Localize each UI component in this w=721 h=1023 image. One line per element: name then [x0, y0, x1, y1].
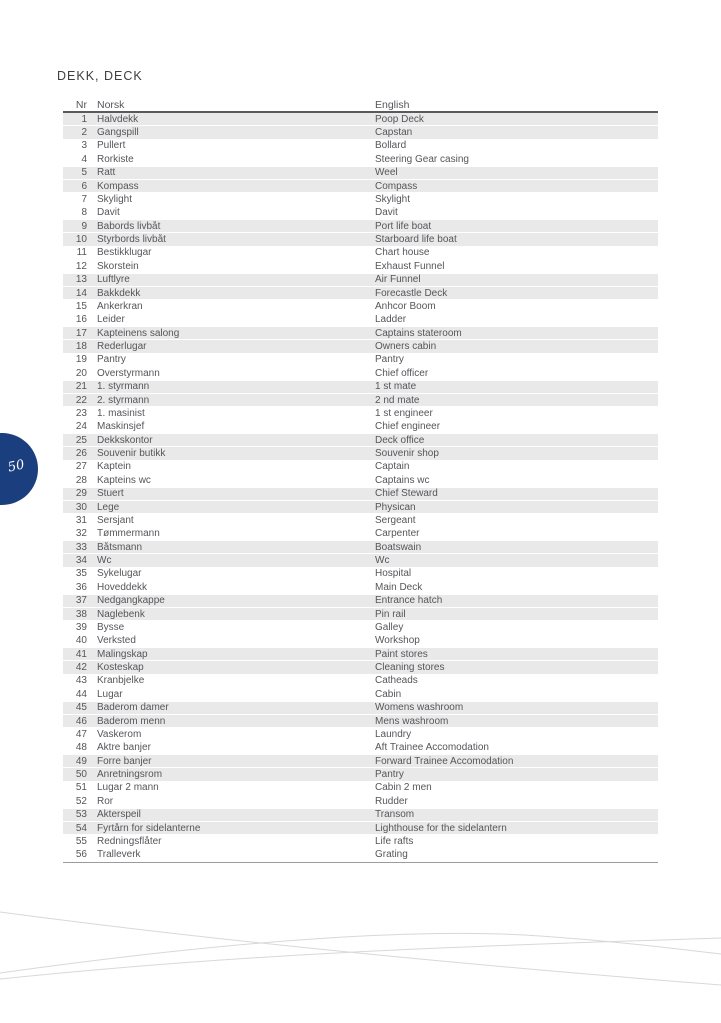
row-number: 18 [75, 341, 87, 353]
row-number: 7 [81, 193, 87, 205]
norsk-term: Kaptein [97, 461, 131, 473]
english-term: Starboard life boat [375, 234, 457, 246]
english-term: Captain [375, 461, 410, 473]
english-term: Skylight [375, 193, 411, 205]
norsk-term: Wc [97, 555, 112, 567]
row-number: 56 [75, 849, 87, 861]
english-term: Captains stateroom [375, 327, 462, 339]
norsk-term: Baderom menn [97, 715, 166, 727]
english-term: Ladder [375, 314, 407, 326]
norsk-term: Kosteskap [97, 662, 144, 674]
table-row [63, 568, 658, 581]
row-number: 27 [75, 461, 87, 473]
english-term: Hospital [375, 568, 412, 580]
english-term: Rudder [375, 795, 408, 807]
row-number: 16 [75, 314, 87, 326]
row-number: 13 [75, 274, 87, 286]
norsk-term: Hoveddekk [97, 581, 148, 593]
table-row [63, 541, 658, 554]
norsk-term: Kapteins wc [97, 474, 151, 486]
table-header-row [63, 96, 658, 113]
row-number: 28 [75, 474, 87, 486]
norsk-term: Naglebenk [97, 608, 145, 620]
norsk-term: Souvenir butikk [97, 448, 166, 460]
table-row [63, 581, 658, 594]
row-number: 43 [75, 675, 87, 687]
norsk-term: Tralleverk [97, 849, 141, 861]
table-row [63, 501, 658, 514]
table-row [63, 274, 658, 287]
table-row [63, 220, 658, 233]
row-number: 48 [75, 742, 87, 754]
english-term: Catheads [375, 675, 418, 687]
table-row [63, 434, 658, 447]
norsk-term: Stuert [97, 488, 124, 500]
decorative-wave-lines [0, 900, 721, 1023]
english-term: 2 nd mate [375, 394, 420, 406]
row-number: 34 [75, 555, 87, 567]
page-title: DEKK, DECK [57, 69, 143, 83]
english-term: Boatswain [375, 541, 422, 553]
norsk-term: Forre banjer [97, 755, 152, 767]
row-number: 49 [75, 755, 87, 767]
row-number: 50 [75, 769, 87, 781]
norsk-term: Verksted [97, 635, 136, 647]
norsk-term: Vaskerom [97, 728, 142, 740]
row-number: 5 [81, 167, 87, 179]
table-row [63, 608, 658, 621]
english-term: Forecastle Deck [375, 287, 448, 299]
row-number: 2 [81, 127, 87, 139]
norsk-term: Rederlugar [97, 341, 147, 353]
row-number: 19 [75, 354, 87, 366]
row-number: 38 [75, 608, 87, 620]
norsk-term: Rorkiste [97, 153, 134, 165]
table-row [63, 126, 658, 139]
english-term: Owners cabin [375, 341, 437, 353]
table-row [63, 688, 658, 701]
norsk-term: Fyrtårn for sidelanterne [97, 822, 201, 834]
table-row [63, 247, 658, 260]
row-number: 41 [75, 648, 87, 660]
row-number: 52 [75, 795, 87, 807]
english-term: Transom [375, 809, 415, 821]
table-row [63, 822, 658, 835]
english-term: Laundry [375, 728, 412, 740]
english-term: Davit [375, 207, 398, 219]
english-term: Cabin [375, 688, 402, 700]
table-row [63, 474, 658, 487]
row-number: 24 [75, 421, 87, 433]
english-term: Poop Deck [375, 113, 424, 125]
english-term: 1 st mate [375, 381, 417, 393]
english-term: Anhcor Boom [375, 300, 436, 312]
row-number: 33 [75, 541, 87, 553]
row-number: 17 [75, 327, 87, 339]
table-row [63, 849, 658, 862]
table-row [63, 554, 658, 567]
norsk-term: Kapteinens salong [97, 327, 180, 339]
row-number: 47 [75, 728, 87, 740]
norsk-term: Bysse [97, 621, 125, 633]
norsk-term: Baderom damer [97, 702, 169, 714]
row-number: 45 [75, 702, 87, 714]
table-row [63, 167, 658, 180]
english-term: Port life boat [375, 220, 432, 232]
norsk-term: Luftlyre [97, 274, 130, 286]
table-row [63, 461, 658, 474]
norsk-term: Ankerkran [97, 300, 143, 312]
norsk-term: Nedgangkappe [97, 595, 165, 607]
row-number: 46 [75, 715, 87, 727]
english-term: Mens washroom [375, 715, 449, 727]
english-term: Main Deck [375, 581, 423, 593]
norsk-term: Maskinsjef [97, 421, 145, 433]
row-number: 39 [75, 621, 87, 633]
english-term: Workshop [375, 635, 420, 647]
norsk-term: Bestikklugar [97, 247, 152, 259]
table-row [63, 661, 658, 674]
row-number: 9 [81, 220, 87, 232]
english-term: Captains wc [375, 474, 430, 486]
table-row [63, 621, 658, 634]
column-header-norsk: Norsk [97, 99, 125, 111]
english-term: Lighthouse for the sidelantern [375, 822, 507, 834]
norsk-term: 1. masinist [97, 407, 145, 419]
table-row [63, 193, 658, 206]
norsk-term: Gangspill [97, 127, 139, 139]
row-number: 51 [75, 782, 87, 794]
row-number: 29 [75, 488, 87, 500]
table-row [63, 635, 658, 648]
row-number: 3 [81, 140, 87, 152]
english-term: Souvenir shop [375, 448, 439, 460]
norsk-term: Leider [97, 314, 125, 326]
row-number: 31 [75, 514, 87, 526]
row-number: 25 [75, 434, 87, 446]
norsk-term: Pullert [97, 140, 126, 152]
table-row [63, 140, 658, 153]
norsk-term: Akterspeil [97, 809, 141, 821]
english-term: 1 st engineer [375, 407, 433, 419]
row-number: 8 [81, 207, 87, 219]
english-term: Paint stores [375, 648, 428, 660]
row-number: 22 [75, 394, 87, 406]
row-number: 21 [75, 381, 87, 393]
row-number: 15 [75, 300, 87, 312]
row-number: 14 [75, 287, 87, 299]
english-term: Pantry [375, 354, 404, 366]
norsk-term: Tømmermann [97, 528, 160, 540]
table-row [63, 421, 658, 434]
row-number: 54 [75, 822, 87, 834]
table-row [63, 260, 658, 273]
norsk-term: Lugar 2 mann [97, 782, 159, 794]
table-row [63, 287, 658, 300]
table-row [63, 728, 658, 741]
english-term: Physican [375, 501, 416, 513]
english-term: Sergeant [375, 514, 416, 526]
row-number: 40 [75, 635, 87, 647]
table-row [63, 648, 658, 661]
english-term: Exhaust Funnel [375, 260, 445, 272]
row-number: 35 [75, 568, 87, 580]
table-row [63, 407, 658, 420]
norsk-term: Bakkdekk [97, 287, 141, 299]
row-number: 23 [75, 407, 87, 419]
vocabulary-table [63, 96, 658, 863]
row-number: 11 [76, 247, 87, 259]
table-row [63, 113, 658, 126]
english-term: Steering Gear casing [375, 153, 469, 165]
table-row [63, 488, 658, 501]
norsk-term: Malingskap [97, 648, 148, 660]
row-number: 12 [75, 260, 87, 272]
column-header-nr: Nr [75, 99, 87, 111]
row-number: 4 [81, 153, 87, 165]
english-term: Womens washroom [375, 702, 464, 714]
table-row [63, 381, 658, 394]
table-row [63, 327, 658, 340]
norsk-term: Kranbjelke [97, 675, 145, 687]
english-term: Weel [375, 167, 398, 179]
norsk-term: Overstyrmann [97, 367, 160, 379]
norsk-term: Davit [97, 207, 120, 219]
english-term: Galley [375, 621, 404, 633]
table-row [63, 447, 658, 460]
norsk-term: Båtsmann [97, 541, 143, 553]
row-number: 26 [75, 448, 87, 460]
norsk-term: Anretningsrom [97, 769, 163, 781]
row-number: 10 [75, 234, 87, 246]
table-row [63, 835, 658, 848]
norsk-term: Dekkskontor [97, 434, 153, 446]
english-term: Pantry [375, 769, 404, 781]
row-number: 30 [75, 501, 87, 513]
table-row [63, 207, 658, 220]
row-number: 6 [81, 180, 87, 192]
norsk-term: Babords livbåt [97, 220, 161, 232]
row-number: 1 [81, 113, 87, 125]
table-bottom-rule [63, 862, 658, 863]
english-term: Chief engineer [375, 421, 441, 433]
english-term: Cleaning stores [375, 662, 445, 674]
row-number: 53 [75, 809, 87, 821]
norsk-term: Lugar [97, 688, 123, 700]
table-row [63, 180, 658, 193]
english-term: Chief officer [375, 367, 429, 379]
table-row [63, 675, 658, 688]
norsk-term: Kompass [97, 180, 139, 192]
row-number: 42 [75, 662, 87, 674]
norsk-term: Styrbords livbåt [97, 234, 166, 246]
norsk-term: Pantry [97, 354, 126, 366]
english-term: Entrance hatch [375, 595, 443, 607]
row-number: 20 [75, 367, 87, 379]
table-body [63, 113, 658, 862]
row-number: 55 [75, 835, 87, 847]
english-term: Forward Trainee Accomodation [375, 755, 514, 767]
norsk-term: Sykelugar [97, 568, 142, 580]
table-row [63, 233, 658, 246]
norsk-term: Redningsflåter [97, 835, 162, 847]
table-row [63, 782, 658, 795]
english-term: Wc [375, 555, 390, 567]
table-row [63, 702, 658, 715]
english-term: Carpenter [375, 528, 420, 540]
norsk-term: 2. styrmann [97, 394, 150, 406]
norsk-term: Skylight [97, 193, 133, 205]
english-term: Air Funnel [375, 274, 421, 286]
row-number: 32 [75, 528, 87, 540]
norsk-term: Halvdekk [97, 113, 139, 125]
table-row [63, 300, 658, 313]
norsk-term: Aktre banjer [97, 742, 151, 754]
norsk-term: 1. styrmann [97, 381, 150, 393]
page-number-badge [0, 433, 38, 505]
table-row [63, 595, 658, 608]
english-term: Cabin 2 men [375, 782, 432, 794]
english-term: Life rafts [375, 835, 414, 847]
table-row [63, 354, 658, 367]
english-term: Deck office [375, 434, 425, 446]
table-row [63, 394, 658, 407]
table-row [63, 768, 658, 781]
table-row [63, 755, 658, 768]
english-term: Aft Trainee Accomodation [375, 742, 489, 754]
norsk-term: Lege [97, 501, 120, 513]
page-number: 50 [6, 457, 26, 476]
table-row [63, 340, 658, 353]
english-term: Grating [375, 849, 408, 861]
table-row [63, 795, 658, 808]
row-number: 44 [75, 688, 87, 700]
english-term: Bollard [375, 140, 407, 152]
norsk-term: Ror [97, 795, 114, 807]
norsk-term: Skorstein [97, 260, 139, 272]
table-row [63, 715, 658, 728]
table-row [63, 153, 658, 166]
norsk-term: Sersjant [97, 514, 134, 526]
table-row [63, 742, 658, 755]
english-term: Compass [375, 180, 418, 192]
norsk-term: Ratt [97, 167, 116, 179]
table-row [63, 514, 658, 527]
table-row [63, 367, 658, 380]
row-number: 37 [75, 595, 87, 607]
table-row [63, 314, 658, 327]
table-row [63, 809, 658, 822]
table-row [63, 528, 658, 541]
english-term: Chief Steward [375, 488, 438, 500]
column-header-english: English [375, 99, 410, 111]
english-term: Pin rail [375, 608, 406, 620]
english-term: Chart house [375, 247, 430, 259]
english-term: Capstan [375, 127, 413, 139]
row-number: 36 [75, 581, 87, 593]
